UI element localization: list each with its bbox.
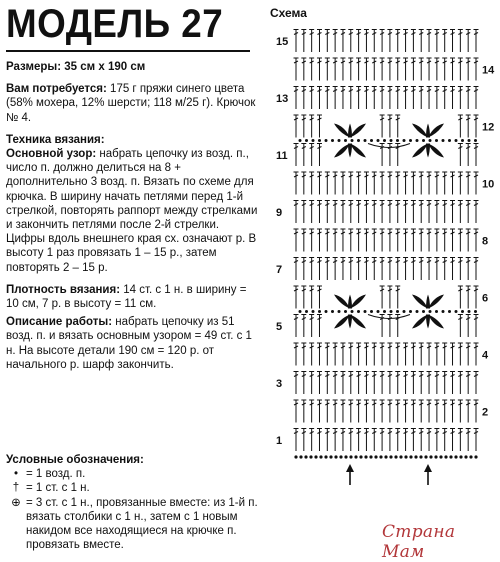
foundation-chain-dot — [319, 455, 322, 458]
chain-dot — [435, 139, 438, 142]
foundation-chain-dot — [399, 455, 402, 458]
foundation-chain-dot — [454, 455, 457, 458]
row-number-left: 9 — [276, 206, 283, 219]
technique-heading: Техника вязания: — [6, 133, 105, 146]
fan-lower-motif — [350, 315, 366, 329]
fan-lower-motif — [426, 144, 430, 158]
fan-upper-motif — [412, 295, 428, 309]
chain-dot — [318, 139, 321, 142]
foundation-chain-dot — [409, 455, 412, 458]
fan-upper-motif — [348, 124, 352, 138]
double-crochet-icon: † — [12, 482, 20, 495]
chain-dot — [416, 310, 419, 313]
foundation-chain-dot — [334, 455, 337, 458]
chain-dot — [364, 310, 367, 313]
fan-lower-motif — [428, 144, 444, 158]
fan-upper-motif — [350, 295, 366, 309]
foundation-chain-dot — [359, 455, 362, 458]
fan-lower-motif — [350, 144, 366, 158]
size-value: 35 см х 190 см — [61, 61, 146, 73]
foundation-chain-dot — [379, 455, 382, 458]
chain-dot — [422, 139, 425, 142]
chain-dot — [312, 310, 315, 313]
fan-upper-motif — [348, 295, 352, 309]
watermark-logo: Страна Мам — [382, 522, 456, 562]
row-number-right: 2 — [482, 406, 489, 419]
chain-dot — [448, 310, 451, 313]
foundation-chain-dot — [384, 455, 387, 458]
chain-dot — [429, 139, 432, 142]
chain-dot — [403, 310, 406, 313]
foundation-chain-dot — [439, 455, 442, 458]
foundation-chain-dot — [434, 455, 437, 458]
row-number-left: 3 — [276, 377, 283, 390]
fan-lower-motif — [428, 315, 444, 329]
chain-dot — [442, 139, 445, 142]
row-number-left: 7 — [276, 263, 283, 276]
instructions-column — [6, 60, 260, 380]
row-number-left: 11 — [276, 149, 288, 162]
crochet-chart — [270, 28, 498, 498]
row-number-left: 5 — [276, 320, 283, 333]
page-title: МОДЕЛЬ 27 — [6, 2, 224, 46]
fan-upper-motif — [412, 124, 428, 138]
chain-dot — [357, 139, 360, 142]
fan-upper-motif — [426, 124, 430, 138]
repeat-arrow-head-icon — [424, 464, 432, 472]
legend-text: = 1 ст. с 1 н. — [26, 482, 90, 495]
chain-dot — [442, 310, 445, 313]
foundation-chain-dot — [324, 455, 327, 458]
chain-dot — [357, 310, 360, 313]
size-label: Размеры: — [6, 61, 62, 73]
row-number-right: 4 — [482, 349, 489, 362]
foundation-chain-dot — [309, 455, 312, 458]
foundation-chain-dot — [314, 455, 317, 458]
foundation-chain-dot — [474, 455, 477, 458]
chain-dot — [455, 310, 458, 313]
fan-upper-motif — [428, 295, 444, 309]
repeat-arrow-head-icon — [346, 464, 354, 472]
chain-dot — [344, 310, 347, 313]
fan-lower-motif — [412, 144, 428, 158]
chain-dot — [435, 310, 438, 313]
foundation-chain-dot — [469, 455, 472, 458]
row-number-right: 14 — [482, 64, 495, 77]
chain-dot — [305, 310, 308, 313]
chain-dot — [474, 139, 477, 142]
foundation-chain-dot — [369, 455, 372, 458]
foundation-chain-dot — [464, 455, 467, 458]
fan-upper-motif — [334, 295, 350, 309]
fan-upper-motif — [428, 124, 444, 138]
gauge-label: Плотность вязания: — [6, 283, 121, 296]
chain-dot — [331, 139, 334, 142]
row-number-right: 6 — [482, 292, 489, 305]
chain-dot — [474, 310, 477, 313]
chain-dot — [448, 139, 451, 142]
foundation-chain-dot — [364, 455, 367, 458]
fan-lower-motif — [334, 315, 350, 329]
cluster-icon: ⊕ — [11, 496, 21, 509]
legend — [6, 453, 260, 552]
fan-lower-motif — [412, 315, 428, 329]
chain-dot — [318, 310, 321, 313]
foundation-chain-dot — [459, 455, 462, 458]
chain-dot — [409, 139, 412, 142]
fan-upper-motif — [350, 124, 366, 138]
work-paragraph — [6, 315, 260, 372]
fan-lower-motif — [426, 315, 430, 329]
size-paragraph — [6, 60, 260, 74]
chain-dot — [429, 310, 432, 313]
foundation-chain-dot — [424, 455, 427, 458]
row-number-left: 1 — [276, 434, 283, 447]
chain-dot — [325, 139, 328, 142]
chain-dot — [299, 139, 302, 142]
chain-dot — [370, 310, 373, 313]
chain-dot — [422, 310, 425, 313]
row-number-left: 13 — [276, 92, 289, 105]
chain-dot — [390, 139, 393, 142]
foundation-chain-dot — [349, 455, 352, 458]
foundation-chain-dot — [389, 455, 392, 458]
chain-dot — [331, 310, 334, 313]
row-number-right: 8 — [482, 235, 489, 248]
legend-text: = 3 ст. с 1 н., провязанные вместе: из 1-й п. вязать столбики с 1 н., затем с 1 новым накидом все находящиеся на крючке п. провязать вместе. — [26, 496, 258, 552]
chain-dot — [364, 139, 367, 142]
technique-paragraph — [6, 133, 260, 275]
foundation-chain-dot — [429, 455, 432, 458]
chain-dot — [468, 139, 471, 142]
foundation-chain-dot — [419, 455, 422, 458]
fan-lower-motif — [348, 315, 352, 329]
chain-arc — [368, 315, 410, 319]
chain-dot — [396, 139, 399, 142]
chain-dot — [299, 310, 302, 313]
chain-arc — [368, 144, 410, 148]
foundation-chain-dot — [394, 455, 397, 458]
title-underline — [6, 50, 250, 52]
chain-dot — [344, 139, 347, 142]
chain-dot — [455, 139, 458, 142]
fan-upper-motif — [334, 124, 350, 138]
legend-item-chain — [6, 467, 260, 481]
pattern-text: набрать цепочку из возд. п., число п. должно делиться на 8 + дополнительно 3 возд. п. Вязать по схеме для крючка. В ширину начать петлями перед 1-й стрелкой, повторять раппорт между стрелками и закончить петлями после 2-й стрелки. Цифры вдоль внешнего края сх. означают р. В высоту 1 раз провязать 1 – 15 р., затем повторять 2 – 15 р. — [6, 148, 258, 274]
chain-dot — [377, 139, 380, 142]
foundation-chain-dot — [354, 455, 357, 458]
fan-lower-motif — [348, 144, 352, 158]
gauge-text: 14 ст. с 1 н. в ширину = 10 см, 7 р. в высоту = 11 см. — [6, 283, 247, 311]
foundation-chain-dot — [339, 455, 342, 458]
materials-label: Вам потребуется: — [6, 83, 107, 96]
foundation-chain-dot — [449, 455, 452, 458]
foundation-chain-dot — [414, 455, 417, 458]
chain-dot — [351, 139, 354, 142]
chain-dot-icon: • — [13, 468, 19, 481]
legend-text: = 1 возд. п. — [26, 468, 86, 481]
chain-dot — [396, 310, 399, 313]
legend-heading: Условные обозначения: — [6, 454, 144, 466]
materials-paragraph — [6, 82, 260, 125]
chain-dot — [370, 139, 373, 142]
chain-dot — [383, 310, 386, 313]
row-number-left: 15 — [276, 35, 289, 48]
row-number-right: 10 — [482, 178, 495, 191]
chain-dot — [468, 310, 471, 313]
foundation-chain-dot — [304, 455, 307, 458]
legend-item-dc — [6, 481, 260, 495]
chain-dot — [338, 310, 341, 313]
chain-dot — [377, 310, 380, 313]
chart-title: Схема — [270, 6, 307, 20]
foundation-chain-dot — [299, 455, 302, 458]
chain-dot — [416, 139, 419, 142]
foundation-chain-dot — [344, 455, 347, 458]
chain-dot — [305, 139, 308, 142]
chain-dot — [409, 310, 412, 313]
chain-dot — [325, 310, 328, 313]
chain-dot — [312, 139, 315, 142]
work-text: набрать цепочку из 51 возд. п. и вязать основным узором = 49 ст. с 1 н. На высоте детали 190 см = 120 р. от начального р. шарф закончить. — [6, 316, 252, 371]
chain-dot — [390, 310, 393, 313]
fan-lower-motif — [334, 144, 350, 158]
row-number-right: 12 — [482, 121, 495, 134]
chain-dot — [351, 310, 354, 313]
foundation-chain-dot — [294, 455, 297, 458]
chain-dot — [461, 310, 464, 313]
chain-dot — [403, 139, 406, 142]
foundation-chain-dot — [374, 455, 377, 458]
foundation-chain-dot — [444, 455, 447, 458]
foundation-chain-dot — [329, 455, 332, 458]
gauge-paragraph — [6, 283, 260, 311]
materials-text: 175 г пряжи синего цвета (58% мохера, 12% шерсти; 118 м/25 г). Крючок № 4. — [6, 83, 256, 124]
work-label: Описание работы: — [6, 316, 113, 329]
pattern-label: Основной узор: — [6, 148, 97, 161]
foundation-chain-dot — [404, 455, 407, 458]
chain-dot — [338, 139, 341, 142]
chain-dot — [383, 139, 386, 142]
fan-upper-motif — [426, 295, 430, 309]
legend-item-cluster — [6, 496, 260, 553]
chain-dot — [461, 139, 464, 142]
